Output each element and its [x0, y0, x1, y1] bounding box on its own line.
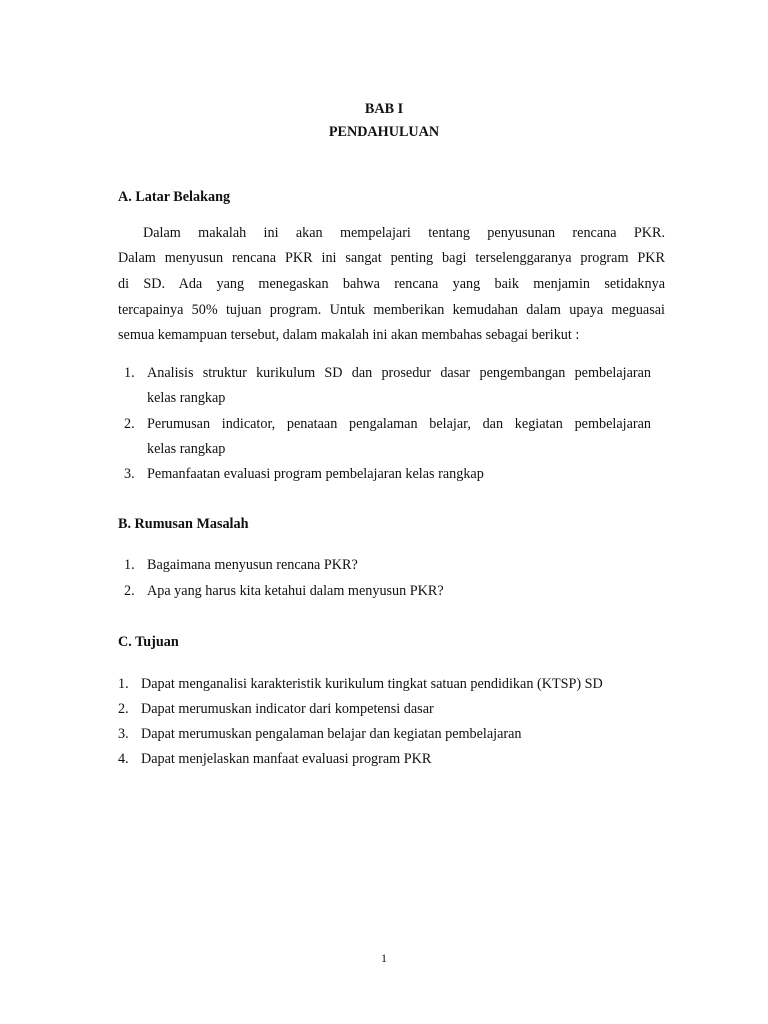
- page-number: 1: [381, 951, 387, 965]
- list-number: 2.: [124, 583, 135, 599]
- list-number: 2.: [118, 701, 129, 717]
- list-item: Dapat merumuskan indicator dari kompetensi dasar: [141, 701, 434, 717]
- list-number: 1.: [124, 557, 135, 573]
- paragraph-line: Dalam menyusun rencana PKR ini sangat penting bagi terselenggaranya program PKR: [118, 250, 665, 266]
- list-number: 2.: [124, 416, 135, 432]
- list-item: Bagaimana menyusun rencana PKR?: [147, 557, 358, 573]
- paragraph-line: di SD. Ada yang menegaskan bahwa rencana yang baik menjamin setidaknya: [118, 276, 665, 292]
- section-a-heading: A. Latar Belakang: [118, 189, 231, 205]
- list-item: Analisis struktur kurikulum SD dan prosedur dasar pengembangan pembelajaran: [147, 365, 651, 381]
- list-number: 4.: [118, 751, 129, 767]
- list-number: 3.: [118, 726, 129, 742]
- list-item: Dapat menjelaskan manfaat evaluasi program PKR: [141, 751, 432, 767]
- list-item: Pemanfaatan evaluasi program pembelajaran kelas rangkap: [147, 466, 484, 482]
- list-item: Perumusan indicator, penataan pengalaman belajar, dan kegiatan pembelajaran: [147, 416, 651, 432]
- list-number: 1.: [118, 676, 129, 692]
- list-number: 1.: [124, 365, 135, 381]
- section-b-heading: B. Rumusan Masalah: [118, 516, 249, 532]
- paragraph-line: semua kemampuan tersebut, dalam makalah ini akan membahas sebagai berikut :: [118, 327, 580, 343]
- section-c-heading: C. Tujuan: [118, 634, 179, 650]
- list-item: kelas rangkap: [147, 441, 226, 457]
- list-number: 3.: [124, 466, 135, 482]
- paragraph-line: tercapainya 50% tujuan program. Untuk memberikan kemudahan dalam upaya meguasai: [118, 302, 665, 318]
- chapter-label: BAB I: [364, 101, 404, 117]
- paragraph-line: Dalam makalah ini akan mempelajari tentang penyusunan rencana PKR.: [143, 225, 665, 241]
- list-item: Apa yang harus kita ketahui dalam menyusun PKR?: [147, 583, 444, 599]
- list-item: kelas rangkap: [147, 390, 226, 406]
- list-item: Dapat merumuskan pengalaman belajar dan kegiatan pembelajaran: [141, 726, 522, 742]
- chapter-title: PENDAHULUAN: [328, 124, 440, 140]
- list-item: Dapat menganalisi karakteristik kurikulum tingkat satuan pendidikan (KTSP) SD: [141, 676, 603, 692]
